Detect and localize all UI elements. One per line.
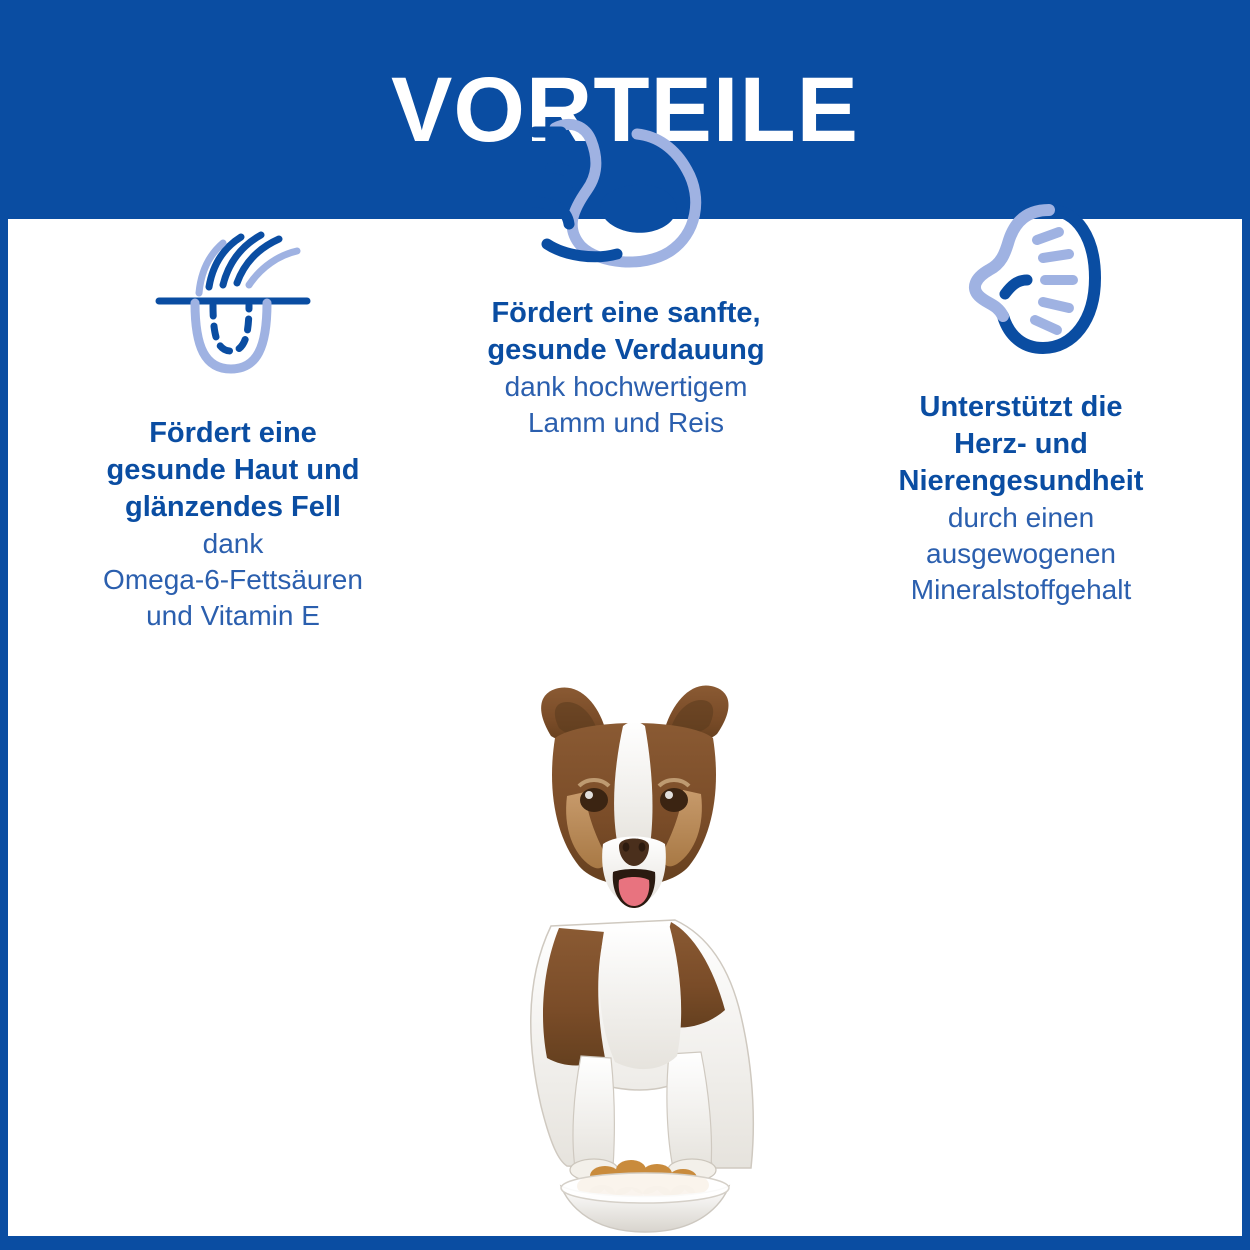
benefit-item-heart-kidney — [826, 219, 1216, 608]
frame-border-bottom — [0, 1236, 1250, 1250]
benefit-body-line: Omega-6-Fettsäuren — [103, 564, 363, 596]
benefit-headline-line: Fördert eine sanfte, — [491, 297, 761, 329]
benefit-item-digestion — [426, 219, 826, 441]
frame-border-right — [1242, 0, 1250, 1250]
dog-illustration — [455, 676, 805, 1236]
frame-border-left — [0, 0, 8, 1250]
page-title: VORTEILE — [390, 58, 860, 161]
benefit-headline-line: gesunde Verdauung — [487, 334, 765, 367]
benefit-body-line: durch einen — [947, 502, 1095, 534]
benefit-text-digestion — [426, 295, 826, 441]
benefit-body-line: dank hochwertigem — [504, 371, 748, 403]
benefit-headline-line: glänzendes Fell — [125, 491, 341, 524]
benefit-headline-line: Fördert eine — [149, 417, 317, 449]
benefit-body-line: dank — [202, 528, 264, 560]
benefit-headline-line: Unterstützt die — [919, 391, 1123, 423]
benefit-body-line: ausgewogenen — [926, 538, 1116, 570]
benefit-body-line: und Vitamin E — [146, 599, 320, 631]
benefit-text-heart-kidney — [826, 389, 1216, 608]
benefit-headline-line: Nierengesundheit — [898, 465, 1144, 498]
benefit-headline-line: gesunde Haut und — [106, 454, 360, 487]
hair-follicle-icon — [38, 219, 428, 387]
benefit-body-line: Mineralstoffgehalt — [910, 573, 1132, 605]
benefit-text-skin-coat — [38, 415, 428, 634]
benefit-body-line: Lamm und Reis — [527, 407, 725, 439]
kidney-icon — [826, 197, 1216, 365]
stomach-icon — [426, 109, 826, 277]
benefit-headline-line: Herz- und — [954, 428, 1088, 461]
benefit-item-skin-coat — [38, 219, 428, 634]
